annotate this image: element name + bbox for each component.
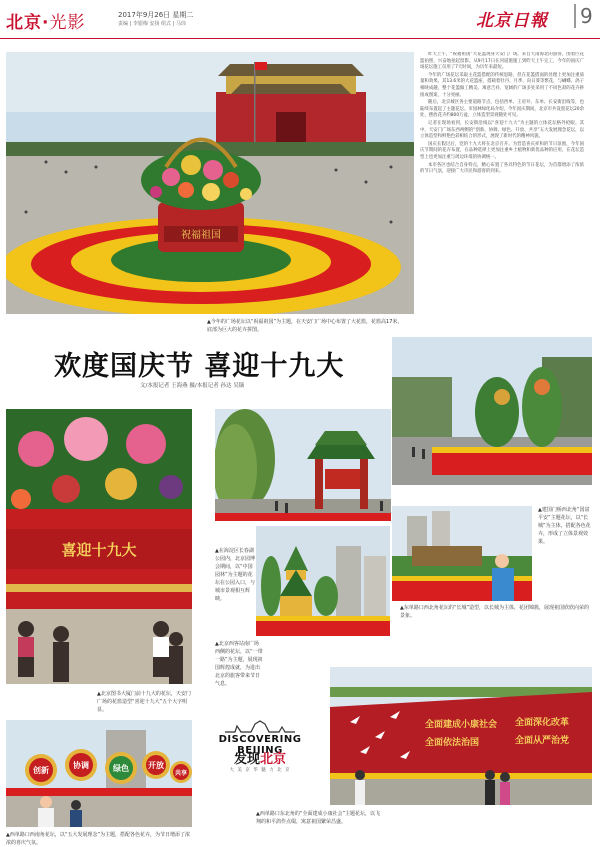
tianqiao-caption: ▲在海淀区长春湖公园内，北京园博会期间，以“中国园林”为主题的花坛在公园入口，与城市景观相互辉映。	[215, 548, 256, 602]
staff-line: 责编 | 李银梅 安扬 组式 | 马玮	[118, 21, 186, 27]
main-basket-banner: 祝福祖国	[181, 230, 221, 241]
tiananmen-basket-photo	[6, 52, 414, 314]
pagoda-flower-photo	[256, 526, 390, 636]
basket-banner: 喜迎十九大	[61, 541, 137, 559]
pillar-label: 协调	[73, 761, 89, 770]
slogan-text: 全面建成小康社会	[425, 720, 498, 730]
article-body	[420, 52, 584, 327]
article-paragraph: 记者在现场看到，长安街沿线以“喜迎十九大”为主题的立体花坛格外抢眼。其中，天安门广场东西两侧的“创新、协调、绿色、开放、共享”五大发展理念花坛，以立体造型和鲜艳色彩相结合的形式，展现了新时代的精神风貌。	[420, 120, 584, 140]
pillar-label: 绿色	[113, 764, 129, 773]
center-bottom-caption: ▲北京西客站南广场西侧的花坛，以“一带一路”为主题，展现祖国辉煌成就，为进出北京的旅客带来节日气息。	[215, 641, 263, 687]
pillar-label: 开放	[148, 761, 164, 770]
slogan-text: 全面从严治党	[515, 736, 570, 746]
slogan-text: 全面深化改革	[515, 718, 570, 728]
newspaper-masthead: 北京日報	[476, 11, 548, 31]
date-line: 2017年9月26日 星期二	[118, 11, 194, 19]
article-paragraph: 随后，北京城区各主要道路节点，包括西单、王府井、东单、长安街沿线等，也陆续布置起了主题花坛。市园林绿化局介绍，今年国庆期间，北京市共设置花坛20余处，摆放花卉约800万盆，立体造型景观随处可见。	[420, 100, 584, 119]
page-number: 9	[580, 4, 593, 28]
article-paragraph: 本市各区也结合自身特点，精心布置了各具特色的节日花坛，为首都增添了浓浓的节日气氛，迎接广大市民和游客的到来。	[420, 162, 584, 175]
logo-english: DISCOVERING BEIJING	[218, 734, 302, 756]
pillar-label: 创新	[33, 766, 49, 775]
flower-sculpture-photo	[392, 337, 592, 485]
section-title: 北京·光影	[6, 13, 86, 33]
pillar-label: 共享	[174, 770, 188, 777]
discovering-beijing-logo	[205, 720, 315, 790]
basket-photo-caption: ▲北京图书大厦门前十九大的花坛，天安门广场的花篮造型“喜迎十九大”五个大字明显。	[97, 691, 191, 713]
logo-chinese: 发现北京	[233, 752, 287, 767]
page-divider	[574, 4, 576, 28]
article-paragraph: 昨天上午，“祝福祖国”大花篮现身天安门广场。来自天南海北的游客，围着巨花篮拍照，兴奋地拍起留影。从9月17日在河道施施工到昨天上午完工，今年的国庆广场花坛施工仅用了7天时间，为历年来最短。	[420, 52, 584, 71]
slogan-text: 全面依法治国	[425, 738, 480, 748]
main-photo-caption: ▲今年的广场花坛以“祝福祖国”为主题，在天安门广场中心布置了大花篮，花篮高17米，底部为巨大的花卉拼图。	[207, 319, 403, 333]
article-paragraph: 今年的广场花坛采取主花篮搭配的传统思路，但在花篮搭面的处理上更加注重质量和效果。其13.6米的大花篮座，搭载着牡丹、月季、向日葵等繁花，与蝴蝶、鸽子相映成趣，整个花篮做工精美、寓意吉祥，宽阔的广场多处采用了不同色彩的花卉拼接成图案，十分亮丽。	[420, 72, 584, 98]
logo-subtitle: 大 美 京 华 魅 力 北 京	[229, 768, 291, 773]
five-concepts-photo	[6, 720, 192, 827]
headline: 欢度国庆节 喜迎十九大	[54, 351, 345, 382]
great-wall-flower-photo	[392, 506, 532, 601]
skyline-icon	[225, 720, 295, 734]
right-mid-caption: ▲建国门桥西北角“国富平安”主题花坛，以“长城”为主体，搭配各色花卉，形成了立体景观效果。	[538, 507, 591, 545]
bottom-left-caption: ▲西单路口西南角花坛，以“五大发展理念”为主题，搭配各色花卉，为节日增添了浓浓的喜庆气氛。	[6, 832, 191, 846]
park-pavilion-photo	[215, 409, 391, 521]
xiying-basket-photo	[6, 409, 192, 684]
bottom-right-caption: ▲西单路口东北角的“全面建成小康社会”主题花坛，以飞翔的和平鸽作点缀，寓意祖国繁荣昌盛。	[256, 811, 381, 825]
article-paragraph: 国庆长假过后，党的十九大将在北京召开。为营造喜庆祥和的节日氛围，今年国庆节期间的花卉布置，在品种选择上更加注重乡土植物和新优品种的应用，在花坛造型上也更加注重与周边环境的协调统一。	[420, 141, 584, 160]
byline: 文/本报记者 王海燕 摄/本报记者 孙达 吴镝	[140, 383, 245, 389]
pagoda-caption: ▲东单路口西北角花坛的“长城”造型，以长城为主体，花团锦簇，展现祖国欣欣向荣的景象。	[400, 605, 590, 619]
slogan-flower-photo	[330, 667, 592, 805]
